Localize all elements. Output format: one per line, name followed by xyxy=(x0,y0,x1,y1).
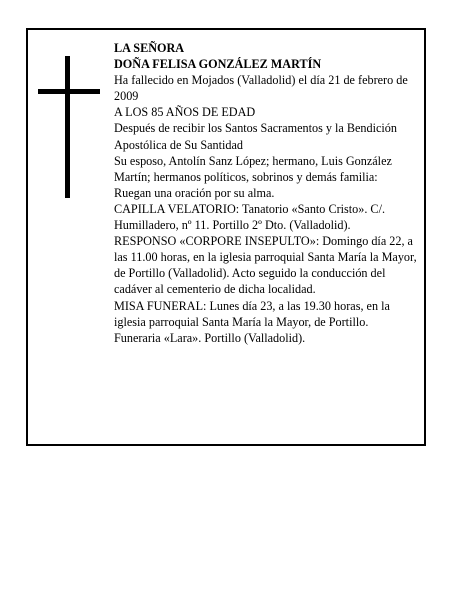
notice-title: LA SEÑORA xyxy=(114,41,185,55)
cross-vertical-bar xyxy=(65,56,70,198)
funeral-home: Funeraria «Lara». Portillo (Valladolid). xyxy=(114,330,306,345)
obituary-notice xyxy=(26,28,426,446)
prayer-line: Ruegan una oración por su alma. xyxy=(114,185,275,200)
responso-info: RESPONSO «CORPORE INSEPULTO»: Domingo día 22, a las 11.00 horas, en la iglesia parroquial Santa María la Mayor, de Portillo (Valladolid). Acto seguido la conducción del cadáver al cementerio de dicha localidad. xyxy=(114,234,417,297)
chapel-info: CAPILLA VELATORIO: Tanatorio «Santo Cristo». C/. Humilladero, nº 11. Portillo 2º Dto. (Valladolid). xyxy=(114,201,385,233)
deceased-name: DOÑA FELISA GONZÁLEZ MARTÍN xyxy=(114,57,322,72)
age-line: A LOS 85 AÑOS DE EDAD xyxy=(114,105,256,120)
notice-body xyxy=(114,40,418,346)
sacraments-line: Después de recibir los Santos Sacramentos y la Bendición Apostólica de Su Santidad xyxy=(114,121,397,152)
mass-info: MISA FUNERAL: Lunes día 23, a las 19.30 horas, en la iglesia parroquial Santa María la Mayor, de Portillo. xyxy=(114,298,390,329)
family-line: Su esposo, Antolín Sanz López; hermano, Luis González Martín; hermanos políticos, sobrinos y demás familia: xyxy=(114,153,392,184)
cross-icon xyxy=(38,56,100,198)
cross-horizontal-bar xyxy=(38,89,100,94)
death-info: Ha fallecido en Mojados (Valladolid) el día 21 de febrero de 2009 xyxy=(114,73,408,104)
